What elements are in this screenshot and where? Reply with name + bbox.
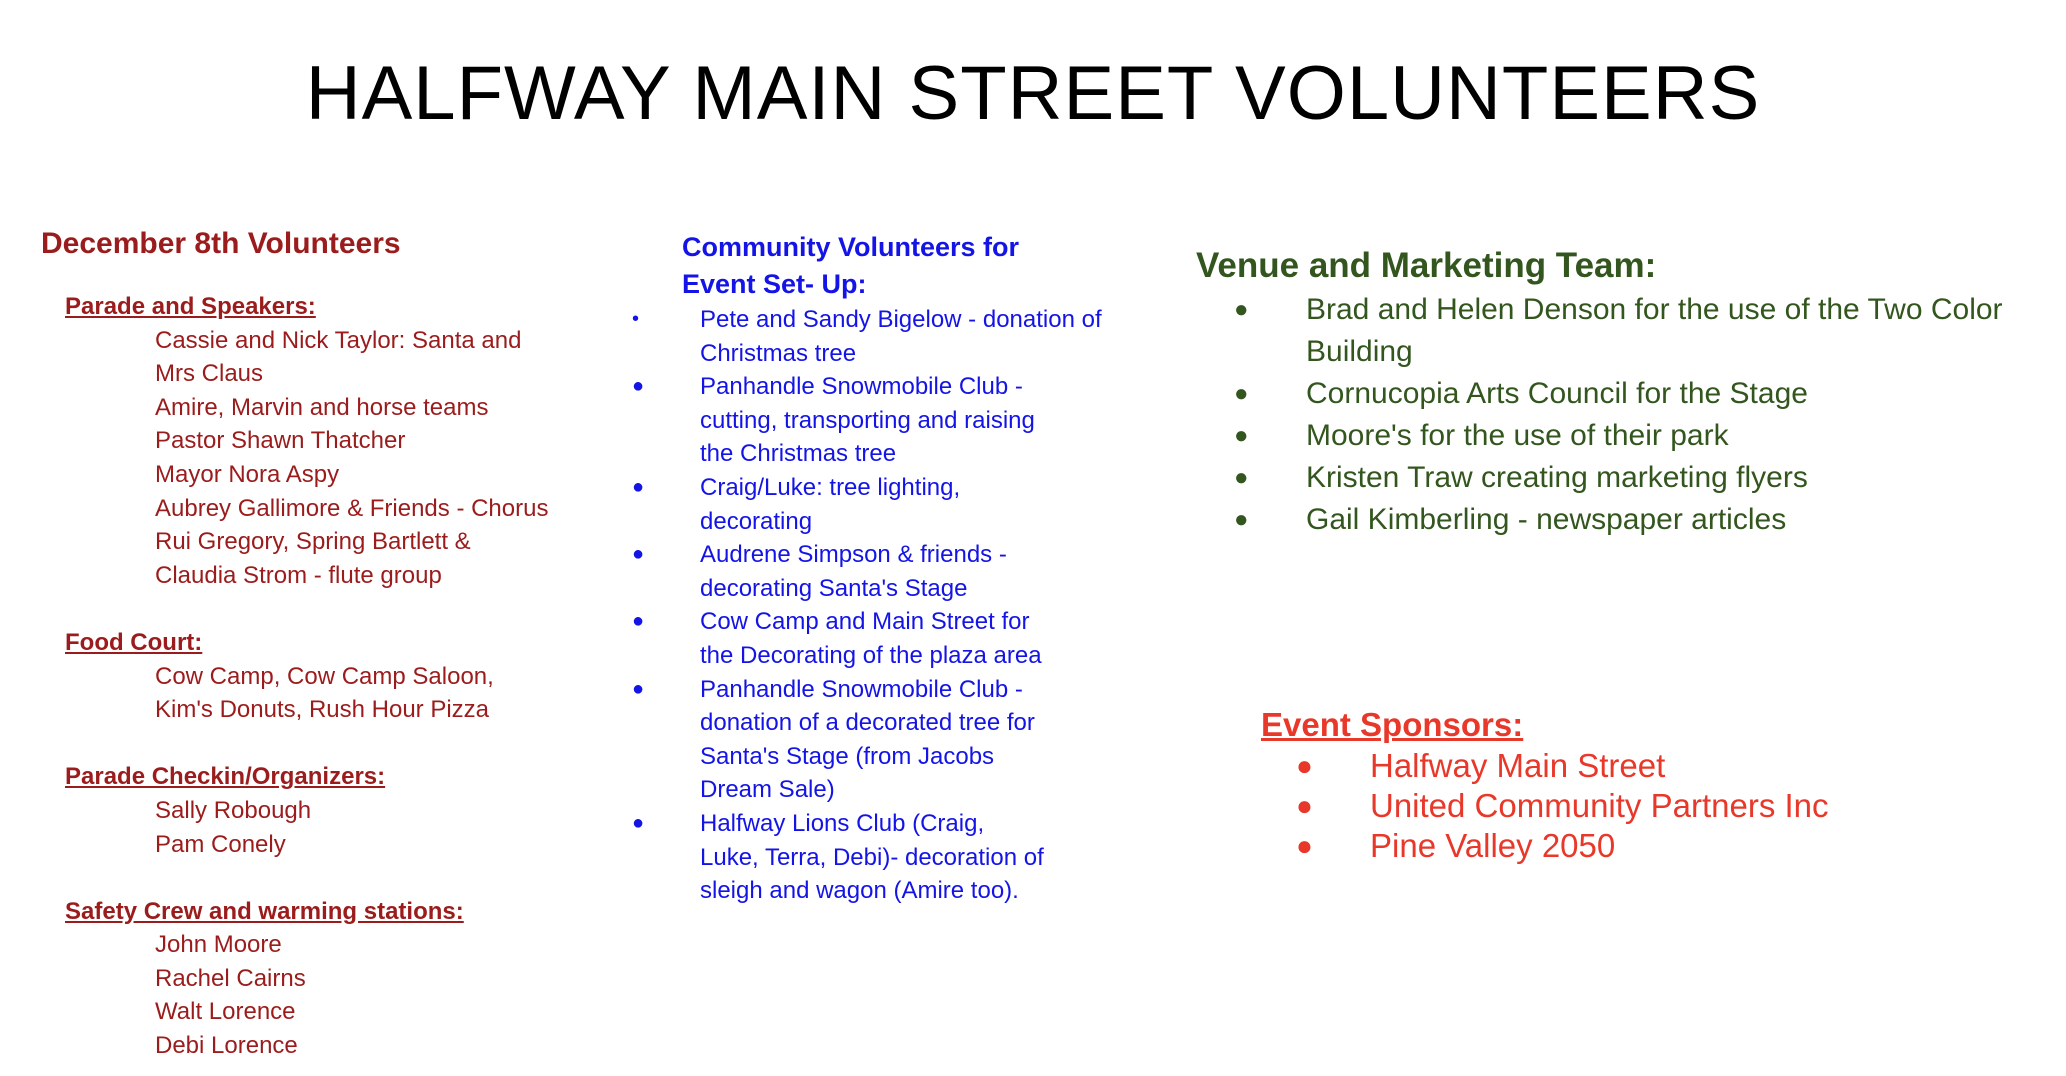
list-item <box>1261 746 1961 786</box>
list-item <box>1196 499 2046 541</box>
list-item-line: sleigh and wagon (Amire too). <box>700 877 1019 905</box>
bullet-icon: ● <box>632 543 645 566</box>
section-spacer <box>41 592 601 626</box>
list-item <box>1196 289 2046 373</box>
bullet-icon: ● <box>632 475 645 498</box>
volunteer-line: Mrs Claus <box>155 360 264 388</box>
bullet-icon: ● <box>1296 830 1313 861</box>
list-item-line: Panhandle Snowmobile Club - <box>700 675 1023 703</box>
section-heading: Safety Crew and warming stations: <box>65 897 464 925</box>
community-heading <box>682 229 1082 303</box>
community-list <box>620 303 1140 908</box>
bullet-icon: ● <box>1234 422 1249 449</box>
list-item-line: Audrene Simpson & friends - <box>700 541 1007 569</box>
volunteer-line: Pam Conely <box>155 830 286 858</box>
volunteer-line: Rachel Cairns <box>155 964 306 992</box>
venue-list <box>1196 289 2046 541</box>
section-heading: Food Court: <box>65 628 203 656</box>
community-volunteers-column <box>620 229 1140 908</box>
section-parade-speakers <box>65 290 601 592</box>
list-item <box>620 538 1140 605</box>
list-item <box>620 303 1140 370</box>
bullet-icon: ● <box>1234 506 1249 533</box>
volunteer-line: Sally Robough <box>155 796 312 824</box>
list-item <box>1196 415 2046 457</box>
list-item-line: Cornucopia Arts Council for the Stage <box>1306 377 1808 410</box>
bullet-icon: ● <box>1234 464 1249 491</box>
sponsor-name: Halfway Main Street <box>1370 747 1666 784</box>
volunteer-line: Amire, Marvin and horse teams <box>155 393 489 421</box>
volunteer-line: Pastor Shawn Thatcher <box>155 427 406 455</box>
list-item-line: Cow Camp and Main Street for <box>700 608 1030 636</box>
section-spacer <box>41 727 601 761</box>
list-item-line: Dream Sale) <box>700 776 835 804</box>
volunteer-line: Claudia Strom - flute group <box>155 561 442 589</box>
list-item-line: Halfway Lions Club (Craig, <box>700 809 985 837</box>
volunteer-line: Rui Gregory, Spring Bartlett & <box>155 528 471 556</box>
list-item-line: Pete and Sandy Bigelow - donation of <box>700 306 1102 333</box>
list-item-line: donation of a decorated tree for <box>700 709 1035 737</box>
list-item-line: Panhandle Snowmobile Club - <box>700 373 1023 401</box>
volunteer-line: Kim's Donuts, Rush Hour Pizza <box>155 696 490 724</box>
list-item <box>620 605 1140 672</box>
list-item-line: Kristen Traw creating marketing flyers <box>1306 461 1808 494</box>
list-item-line: Santa's Stage (from Jacobs <box>700 742 995 770</box>
volunteer-line: Walt Lorence <box>155 998 296 1026</box>
venue-marketing-column <box>1196 243 2046 541</box>
volunteer-line: Debi Lorence <box>155 1032 298 1060</box>
list-item-line: Brad and Helen Denson for the use of the Two Color <box>1306 293 2003 326</box>
list-item <box>620 471 1140 538</box>
bullet-icon: ● <box>1234 380 1249 407</box>
list-item <box>1196 457 2046 499</box>
sponsor-name: Pine Valley 2050 <box>1370 827 1616 864</box>
volunteer-line: Cow Camp, Cow Camp Saloon, <box>155 662 494 690</box>
bullet-icon: • <box>632 308 640 330</box>
bullet-icon: ● <box>1234 296 1249 323</box>
volunteer-line: John Moore <box>155 931 282 959</box>
list-item <box>620 807 1140 908</box>
venue-heading: Venue and Marketing Team: <box>1196 246 1657 285</box>
list-item-line: Craig/Luke: tree lighting, <box>700 473 961 501</box>
december-volunteers-column <box>41 224 601 1063</box>
section-heading: Parade Checkin/Organizers: <box>65 763 386 791</box>
event-sponsors <box>1261 704 1961 866</box>
bullet-icon: ● <box>632 375 645 398</box>
list-item <box>1261 826 1961 866</box>
community-heading-line: Community Volunteers for <box>682 232 1020 262</box>
list-item-line: Building <box>1306 335 1413 368</box>
volunteer-line: Mayor Nora Aspy <box>155 460 340 488</box>
list-item <box>620 673 1140 807</box>
page-title: HALFWAY MAIN STREET VOLUNTEERS <box>305 51 1761 136</box>
list-item-line: Christmas tree <box>700 339 857 367</box>
list-item-line: the Decorating of the plaza area <box>700 641 1042 669</box>
list-item <box>1261 786 1961 826</box>
list-item-line: Luke, Terra, Debi)- decoration of <box>700 843 1044 871</box>
bullet-icon: ● <box>1296 790 1313 821</box>
list-item-line: the Christmas tree <box>700 440 897 468</box>
list-item <box>620 370 1140 471</box>
section-parade-checkin <box>65 760 601 861</box>
list-item-line: cutting, transporting and raising <box>700 406 1035 434</box>
volunteer-line: Aubrey Gallimore & Friends - Chorus <box>155 494 549 522</box>
section-spacer <box>41 861 601 895</box>
list-item-line: decorating Santa's Stage <box>700 574 968 602</box>
bullet-icon: ● <box>632 677 645 700</box>
sponsors-heading: Event Sponsors: <box>1261 706 1524 743</box>
volunteer-line: Cassie and Nick Taylor: Santa and <box>155 326 522 354</box>
bullet-icon: ● <box>632 811 645 834</box>
bullet-icon: ● <box>632 610 645 633</box>
bullet-icon: ● <box>1296 750 1313 781</box>
sponsor-name: United Community Partners Inc <box>1370 787 1829 824</box>
community-heading-line: Event Set- Up: <box>682 269 867 299</box>
list-item-line: Gail Kimberling - newspaper articles <box>1306 503 1787 536</box>
list-item <box>1196 373 2046 415</box>
sponsors-list <box>1261 746 1961 866</box>
list-item-line: Moore's for the use of their park <box>1306 419 1729 452</box>
section-safety-crew <box>65 895 601 1063</box>
december-heading: December 8th Volunteers <box>41 227 401 260</box>
section-heading: Parade and Speakers: <box>65 293 316 320</box>
section-food-court <box>65 626 601 727</box>
list-item-line: decorating <box>700 507 813 535</box>
